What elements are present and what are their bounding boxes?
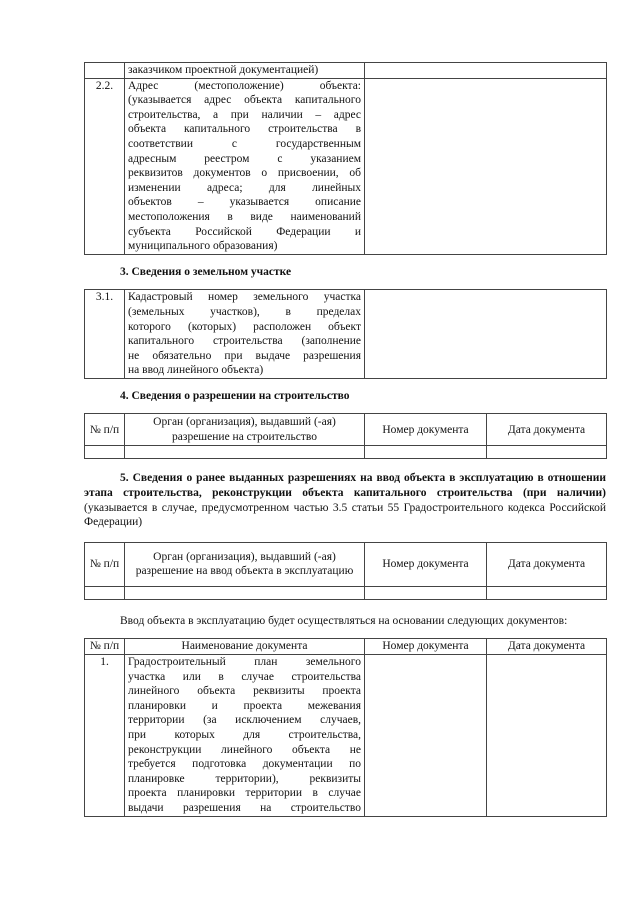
- text-line: реконструкции линейного объекта не: [128, 743, 361, 756]
- num-cell: [85, 63, 125, 79]
- text-line: при которых для строительства,: [128, 729, 361, 741]
- row-number: 2.2.: [85, 78, 125, 254]
- row-number: 1.: [85, 655, 125, 817]
- text-line: субъекта Российской Федерации и: [128, 225, 361, 238]
- section-3-heading: 3. Сведения о земельном участке: [120, 265, 292, 278]
- permit-table: [84, 413, 607, 459]
- cadastral-description: [125, 290, 365, 379]
- table-header-row: [85, 542, 607, 586]
- text-line: Адрес (местоположение) объекта:: [128, 79, 361, 92]
- text-line: Градостроительный план земельного: [128, 656, 361, 669]
- text-line: соответствии с государственным: [128, 137, 361, 150]
- table-row: [85, 78, 607, 254]
- row-number: 3.1.: [85, 290, 125, 379]
- header-num: № п/п: [85, 414, 125, 446]
- document-name: [125, 655, 365, 817]
- table-header-row: [85, 414, 607, 446]
- cell-num[interactable]: [85, 586, 125, 599]
- value-cell[interactable]: [365, 290, 607, 379]
- header-num: № п/п: [85, 542, 125, 586]
- documents-table: [84, 638, 607, 816]
- section-4-heading: 4. Сведения о разрешении на строительство: [120, 389, 350, 402]
- section-5-note: (указывается в случае, предусмотренном частью 3.5 статьи 55 Градостроительного кодекса Российской Федерации): [84, 501, 606, 529]
- header-name: Наименование документа: [125, 639, 365, 655]
- land-plot-table: [84, 289, 607, 379]
- object-info-table: [84, 62, 607, 255]
- text-line: объекта капитального строительства в: [128, 123, 361, 136]
- table-row: [85, 290, 607, 379]
- text-line: (указывается адрес объекта капитального: [128, 94, 361, 107]
- cell-number[interactable]: [365, 446, 487, 459]
- text-line: (земельных участков), в пределах: [128, 305, 361, 318]
- address-description: [125, 78, 365, 254]
- header-num: № п/п: [85, 639, 125, 655]
- text-line: планировки и проекта межевания: [128, 699, 361, 712]
- header-number: Номер документа: [365, 542, 487, 586]
- text-line: строительства, а при наличии – адрес: [128, 108, 361, 121]
- table-header-row: [85, 639, 607, 655]
- previous-permits-table: [84, 542, 607, 600]
- text-line: на ввод линейного объекта): [128, 364, 264, 377]
- text-line: требуется подготовка документации по: [128, 758, 361, 771]
- text-line: которого (которых) расположен объект: [128, 320, 361, 333]
- text-line: изменении адреса; для линейных: [128, 181, 361, 194]
- header-organ: Орган (организация), выдавший (-ая) разрешение на строительство: [125, 414, 365, 446]
- text-line: проекта планировки территории в случае: [128, 787, 361, 800]
- text-line: реквизитов документов о присвоении, об: [128, 167, 361, 180]
- cell-num[interactable]: [85, 446, 125, 459]
- cell-number[interactable]: [365, 586, 487, 599]
- text-line: Кадастровый номер земельного участка: [128, 291, 361, 304]
- header-number: Номер документа: [365, 414, 487, 446]
- text-line: объектов – указывается описание: [128, 196, 361, 209]
- cell-number[interactable]: [365, 655, 487, 817]
- documents-intro: Ввод объекта в эксплуатацию будет осуществляться на основании следующих документов:: [120, 614, 568, 627]
- text-line: планировке территории), реквизиты: [128, 772, 361, 785]
- header-date: Дата документа: [487, 542, 607, 586]
- continued-text: заказчиком проектной документацией): [125, 63, 365, 79]
- table-row: [85, 63, 607, 79]
- text-line: территории (за исключением случаев,: [128, 714, 361, 727]
- table-row: [85, 655, 607, 817]
- header-date: Дата документа: [487, 639, 607, 655]
- document-page: [84, 60, 606, 817]
- header-organ: Орган (организация), выдавший (-ая) разрешение на ввод объекта в эксплуатацию: [125, 542, 365, 586]
- text-line: выдачи разрешения на строительство: [128, 801, 361, 814]
- cell-date[interactable]: [487, 655, 607, 817]
- header-number: Номер документа: [365, 639, 487, 655]
- text-line: линейного объекта реквизиты проекта: [128, 685, 361, 698]
- cell-date[interactable]: [487, 446, 607, 459]
- text-line: не обязательно при выдаче разрешения: [128, 349, 361, 362]
- text-line: местоположения в виде наименований: [128, 210, 361, 223]
- value-cell[interactable]: [365, 78, 607, 254]
- value-cell[interactable]: [365, 63, 607, 79]
- text-line: адресным реестром с указанием: [128, 152, 361, 165]
- cell-organ[interactable]: [125, 446, 365, 459]
- header-date: Дата документа: [487, 414, 607, 446]
- text-line: участка или в случае строительства: [128, 670, 361, 683]
- cell-organ[interactable]: [125, 586, 365, 599]
- table-row: [85, 446, 607, 459]
- cell-date[interactable]: [487, 586, 607, 599]
- text-line: муниципального образования): [128, 240, 278, 253]
- text-line: капитального строительства (заполнение: [128, 335, 361, 348]
- section-5-title: 5. Сведения о ранее выданных разрешениях на ввод объекта в эксплуатацию в отношении этапа строительства, реконструкции объекта капитального строительства (при наличии): [84, 472, 606, 500]
- table-row: [85, 586, 607, 599]
- section-5-heading: [84, 471, 606, 529]
